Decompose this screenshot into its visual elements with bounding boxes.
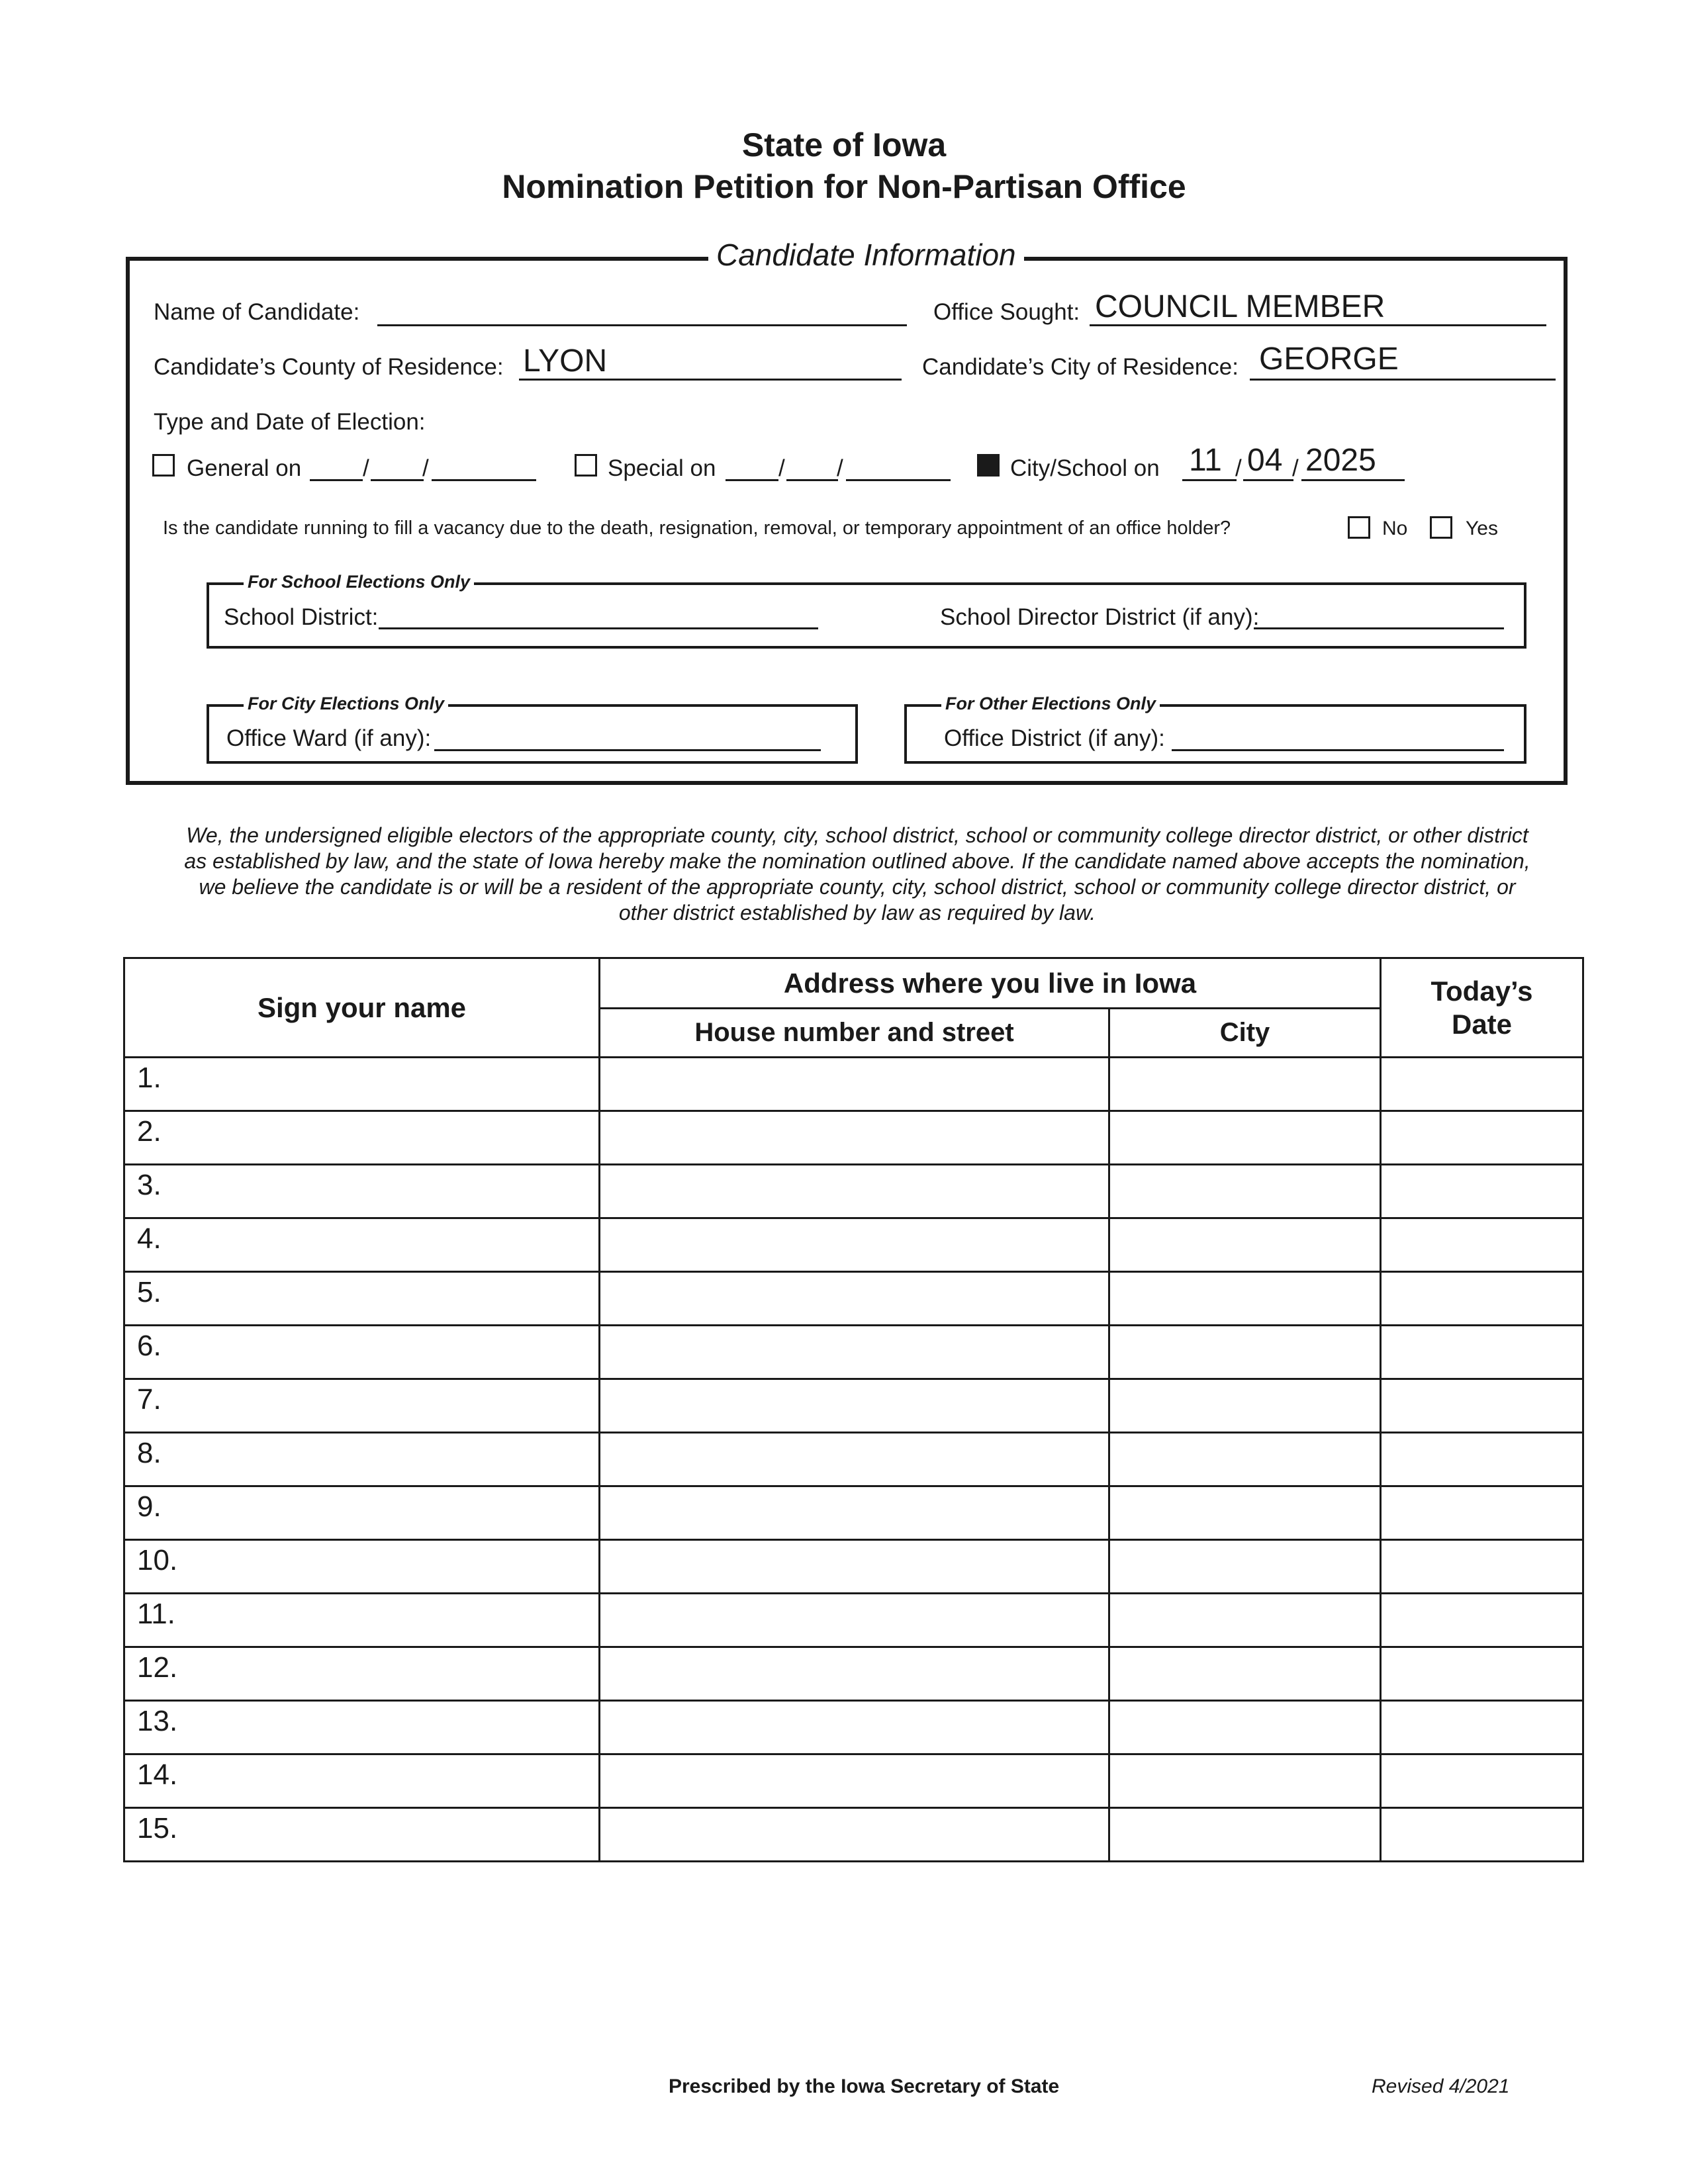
school-district-label: School District: bbox=[224, 604, 379, 630]
city-cell[interactable] bbox=[1109, 1540, 1381, 1594]
page-title: State of Iowa bbox=[741, 126, 947, 163]
general-month-field[interactable] bbox=[310, 479, 363, 481]
city-cell[interactable] bbox=[1109, 1594, 1381, 1647]
date-cell[interactable] bbox=[1381, 1218, 1583, 1272]
date-cell[interactable] bbox=[1381, 1486, 1583, 1540]
city-cell[interactable] bbox=[1109, 1754, 1381, 1808]
street-cell[interactable] bbox=[600, 1808, 1109, 1862]
street-cell[interactable] bbox=[600, 1701, 1109, 1754]
street-cell[interactable] bbox=[600, 1647, 1109, 1701]
date-cell[interactable] bbox=[1381, 1594, 1583, 1647]
election-type-label: Type and Date of Election: bbox=[154, 409, 426, 435]
row-number: 5. bbox=[137, 1276, 162, 1308]
office-district-field[interactable] bbox=[1172, 749, 1504, 751]
date-cell[interactable] bbox=[1381, 1701, 1583, 1754]
signature-cell[interactable] bbox=[124, 1701, 600, 1754]
signature-cell[interactable] bbox=[124, 1326, 600, 1379]
signature-cell[interactable] bbox=[124, 1754, 600, 1808]
city-residence-label: Candidate’s City of Residence: bbox=[922, 354, 1239, 380]
other-section-legend: For Other Elections Only bbox=[941, 694, 1160, 714]
date-cell[interactable] bbox=[1381, 1433, 1583, 1486]
street-cell[interactable] bbox=[600, 1326, 1109, 1379]
special-year-field[interactable] bbox=[846, 479, 951, 481]
table-row bbox=[124, 1808, 1583, 1862]
table-row bbox=[124, 1218, 1583, 1272]
signature-cell[interactable] bbox=[124, 1272, 600, 1326]
row-number: 15. bbox=[137, 1812, 178, 1844]
school-section-legend: For School Elections Only bbox=[244, 572, 474, 592]
date-cell[interactable] bbox=[1381, 1540, 1583, 1594]
col-address-header: Address where you live in Iowa bbox=[600, 958, 1381, 1009]
general-day-field[interactable] bbox=[371, 479, 424, 481]
table-row bbox=[124, 1647, 1583, 1701]
special-checkbox[interactable] bbox=[575, 454, 597, 477]
footer-revised: Revised 4/2021 bbox=[1372, 2075, 1510, 2097]
city-cell[interactable] bbox=[1109, 1433, 1381, 1486]
street-cell[interactable] bbox=[600, 1272, 1109, 1326]
street-cell[interactable] bbox=[600, 1165, 1109, 1218]
date-cell[interactable] bbox=[1381, 1326, 1583, 1379]
city-section-legend: For City Elections Only bbox=[244, 694, 448, 714]
date-cell[interactable] bbox=[1381, 1379, 1583, 1433]
table-row bbox=[124, 1594, 1583, 1647]
table-row bbox=[124, 1701, 1583, 1754]
city-cell[interactable] bbox=[1109, 1326, 1381, 1379]
cityschool-day-value: 04 bbox=[1247, 443, 1283, 478]
school-director-field[interactable] bbox=[1254, 627, 1504, 629]
row-number: 1. bbox=[137, 1062, 162, 1094]
signature-cell[interactable] bbox=[124, 1540, 600, 1594]
row-number: 6. bbox=[137, 1330, 162, 1362]
special-sep-2: / bbox=[837, 455, 843, 481]
general-checkbox[interactable] bbox=[152, 454, 175, 477]
col-date-header bbox=[1381, 958, 1583, 1058]
row-number: 4. bbox=[137, 1222, 162, 1255]
signature-table bbox=[123, 957, 1584, 1862]
row-number: 9. bbox=[137, 1490, 162, 1523]
street-cell[interactable] bbox=[600, 1379, 1109, 1433]
row-number: 11. bbox=[137, 1598, 175, 1630]
special-sep-1: / bbox=[778, 455, 785, 481]
vacancy-no-label: No bbox=[1382, 518, 1408, 539]
school-section-box bbox=[207, 582, 1526, 649]
statement-line-3: we believe the candidate is or will be a resident of the appropriate county, city, school district, school or community college director district, or bbox=[199, 875, 1516, 899]
row-number: 3. bbox=[137, 1169, 162, 1201]
city-cell[interactable] bbox=[1109, 1808, 1381, 1862]
candidate-name-field[interactable] bbox=[377, 324, 907, 326]
city-residence-field[interactable] bbox=[1250, 379, 1556, 381]
date-cell[interactable] bbox=[1381, 1165, 1583, 1218]
cityschool-year-field[interactable] bbox=[1301, 479, 1405, 481]
signature-cell[interactable] bbox=[124, 1647, 600, 1701]
col-sign-header: Sign your name bbox=[124, 958, 600, 1058]
page-subtitle: Nomination Petition for Non-Partisan Office bbox=[502, 168, 1186, 205]
general-sep-2: / bbox=[422, 455, 429, 481]
statement-line-1: We, the undersigned eligible electors of the appropriate county, city, school district, school or community college director district, or other district bbox=[186, 823, 1528, 847]
office-sought-label: Office Sought: bbox=[933, 299, 1080, 325]
office-sought-value: COUNCIL MEMBER bbox=[1095, 289, 1385, 324]
col-street-header: House number and street bbox=[600, 1009, 1109, 1058]
table-row bbox=[124, 1379, 1583, 1433]
signature-cell[interactable] bbox=[124, 1218, 600, 1272]
street-cell[interactable] bbox=[600, 1433, 1109, 1486]
date-cell[interactable] bbox=[1381, 1754, 1583, 1808]
statement-line-4: other district established by law as required by law. bbox=[618, 901, 1096, 925]
cityschool-day-field[interactable] bbox=[1243, 479, 1293, 481]
table-row bbox=[124, 1540, 1583, 1594]
signature-cell[interactable] bbox=[124, 1486, 600, 1540]
row-number: 12. bbox=[137, 1651, 178, 1684]
city-cell[interactable] bbox=[1109, 1486, 1381, 1540]
signature-cell[interactable] bbox=[124, 1433, 600, 1486]
street-cell[interactable] bbox=[600, 1594, 1109, 1647]
date-cell[interactable] bbox=[1381, 1272, 1583, 1326]
cityschool-month-field[interactable] bbox=[1182, 479, 1237, 481]
signature-cell[interactable] bbox=[124, 1111, 600, 1165]
street-cell[interactable] bbox=[600, 1218, 1109, 1272]
city-cell[interactable] bbox=[1109, 1111, 1381, 1165]
county-value: LYON bbox=[523, 343, 608, 379]
vacancy-yes-checkbox[interactable] bbox=[1430, 516, 1452, 539]
special-day-field[interactable] bbox=[786, 479, 838, 481]
city-cell[interactable] bbox=[1109, 1218, 1381, 1272]
cityschool-label: City/School on bbox=[1010, 455, 1160, 481]
row-number: 13. bbox=[137, 1705, 178, 1737]
cityschool-sep-2: / bbox=[1292, 455, 1299, 481]
col-date-line-1: Today’s bbox=[1430, 975, 1533, 1007]
candidate-name-label: Name of Candidate: bbox=[154, 299, 360, 325]
date-cell[interactable] bbox=[1381, 1808, 1583, 1862]
signature-cell[interactable] bbox=[124, 1379, 600, 1433]
cityschool-checkbox[interactable] bbox=[977, 454, 1000, 477]
signature-cell[interactable] bbox=[124, 1165, 600, 1218]
table-row bbox=[124, 1165, 1583, 1218]
table-row bbox=[124, 1272, 1583, 1326]
col-city-header: City bbox=[1109, 1009, 1381, 1058]
street-cell[interactable] bbox=[600, 1540, 1109, 1594]
general-sep-1: / bbox=[363, 455, 369, 481]
city-cell[interactable] bbox=[1109, 1272, 1381, 1326]
city-cell[interactable] bbox=[1109, 1165, 1381, 1218]
cityschool-year-value: 2025 bbox=[1305, 443, 1376, 478]
footer-prescribed: Prescribed by the Iowa Secretary of State bbox=[669, 2075, 1060, 2097]
cityschool-month-value: 11 bbox=[1189, 443, 1222, 478]
row-number: 10. bbox=[137, 1544, 178, 1576]
table-row bbox=[124, 1326, 1583, 1379]
city-cell[interactable] bbox=[1109, 1379, 1381, 1433]
date-cell[interactable] bbox=[1381, 1058, 1583, 1111]
statement-line-2: as established by law, and the state of Iowa hereby make the nomination outlined above. If the candidate named above accepts the nomination, bbox=[184, 849, 1530, 873]
special-label: Special on bbox=[608, 455, 716, 481]
street-cell[interactable] bbox=[600, 1111, 1109, 1165]
date-cell[interactable] bbox=[1381, 1647, 1583, 1701]
row-number: 8. bbox=[137, 1437, 162, 1469]
row-number: 14. bbox=[137, 1758, 178, 1791]
signature-cell[interactable] bbox=[124, 1808, 600, 1862]
vacancy-no-checkbox[interactable] bbox=[1348, 516, 1370, 539]
county-label: Candidate’s County of Residence: bbox=[154, 354, 504, 380]
table-row bbox=[124, 1486, 1583, 1540]
table-row bbox=[124, 1058, 1583, 1111]
cityschool-sep-1: / bbox=[1235, 455, 1242, 481]
school-district-field[interactable] bbox=[379, 627, 818, 629]
row-number: 7. bbox=[137, 1383, 162, 1416]
city-cell[interactable] bbox=[1109, 1647, 1381, 1701]
petition-statement bbox=[139, 823, 1575, 926]
table-row bbox=[124, 1111, 1583, 1165]
street-cell[interactable] bbox=[600, 1754, 1109, 1808]
office-district-label: Office District (if any): bbox=[944, 725, 1165, 751]
street-cell[interactable] bbox=[600, 1486, 1109, 1540]
table-row bbox=[124, 1754, 1583, 1808]
vacancy-question: Is the candidate running to fill a vacancy due to the death, resignation, removal, or temporary appointment of an office holder? bbox=[163, 518, 1231, 539]
special-month-field[interactable] bbox=[726, 479, 778, 481]
general-label: General on bbox=[187, 455, 302, 481]
school-director-label: School Director District (if any): bbox=[940, 604, 1260, 630]
city-cell[interactable] bbox=[1109, 1701, 1381, 1754]
city-cell[interactable] bbox=[1109, 1058, 1381, 1111]
col-date-line-2: Date bbox=[1451, 1008, 1513, 1040]
candidate-info-legend: Candidate Information bbox=[708, 237, 1024, 273]
table-row bbox=[124, 1433, 1583, 1486]
general-year-field[interactable] bbox=[432, 479, 536, 481]
signature-cell[interactable] bbox=[124, 1594, 600, 1647]
office-ward-label: Office Ward (if any): bbox=[226, 725, 432, 751]
signature-cell[interactable] bbox=[124, 1058, 600, 1111]
row-number: 2. bbox=[137, 1115, 162, 1148]
city-residence-value: GEORGE bbox=[1259, 341, 1399, 377]
date-cell[interactable] bbox=[1381, 1111, 1583, 1165]
street-cell[interactable] bbox=[600, 1058, 1109, 1111]
vacancy-yes-label: Yes bbox=[1466, 518, 1498, 539]
office-ward-field[interactable] bbox=[434, 749, 821, 751]
